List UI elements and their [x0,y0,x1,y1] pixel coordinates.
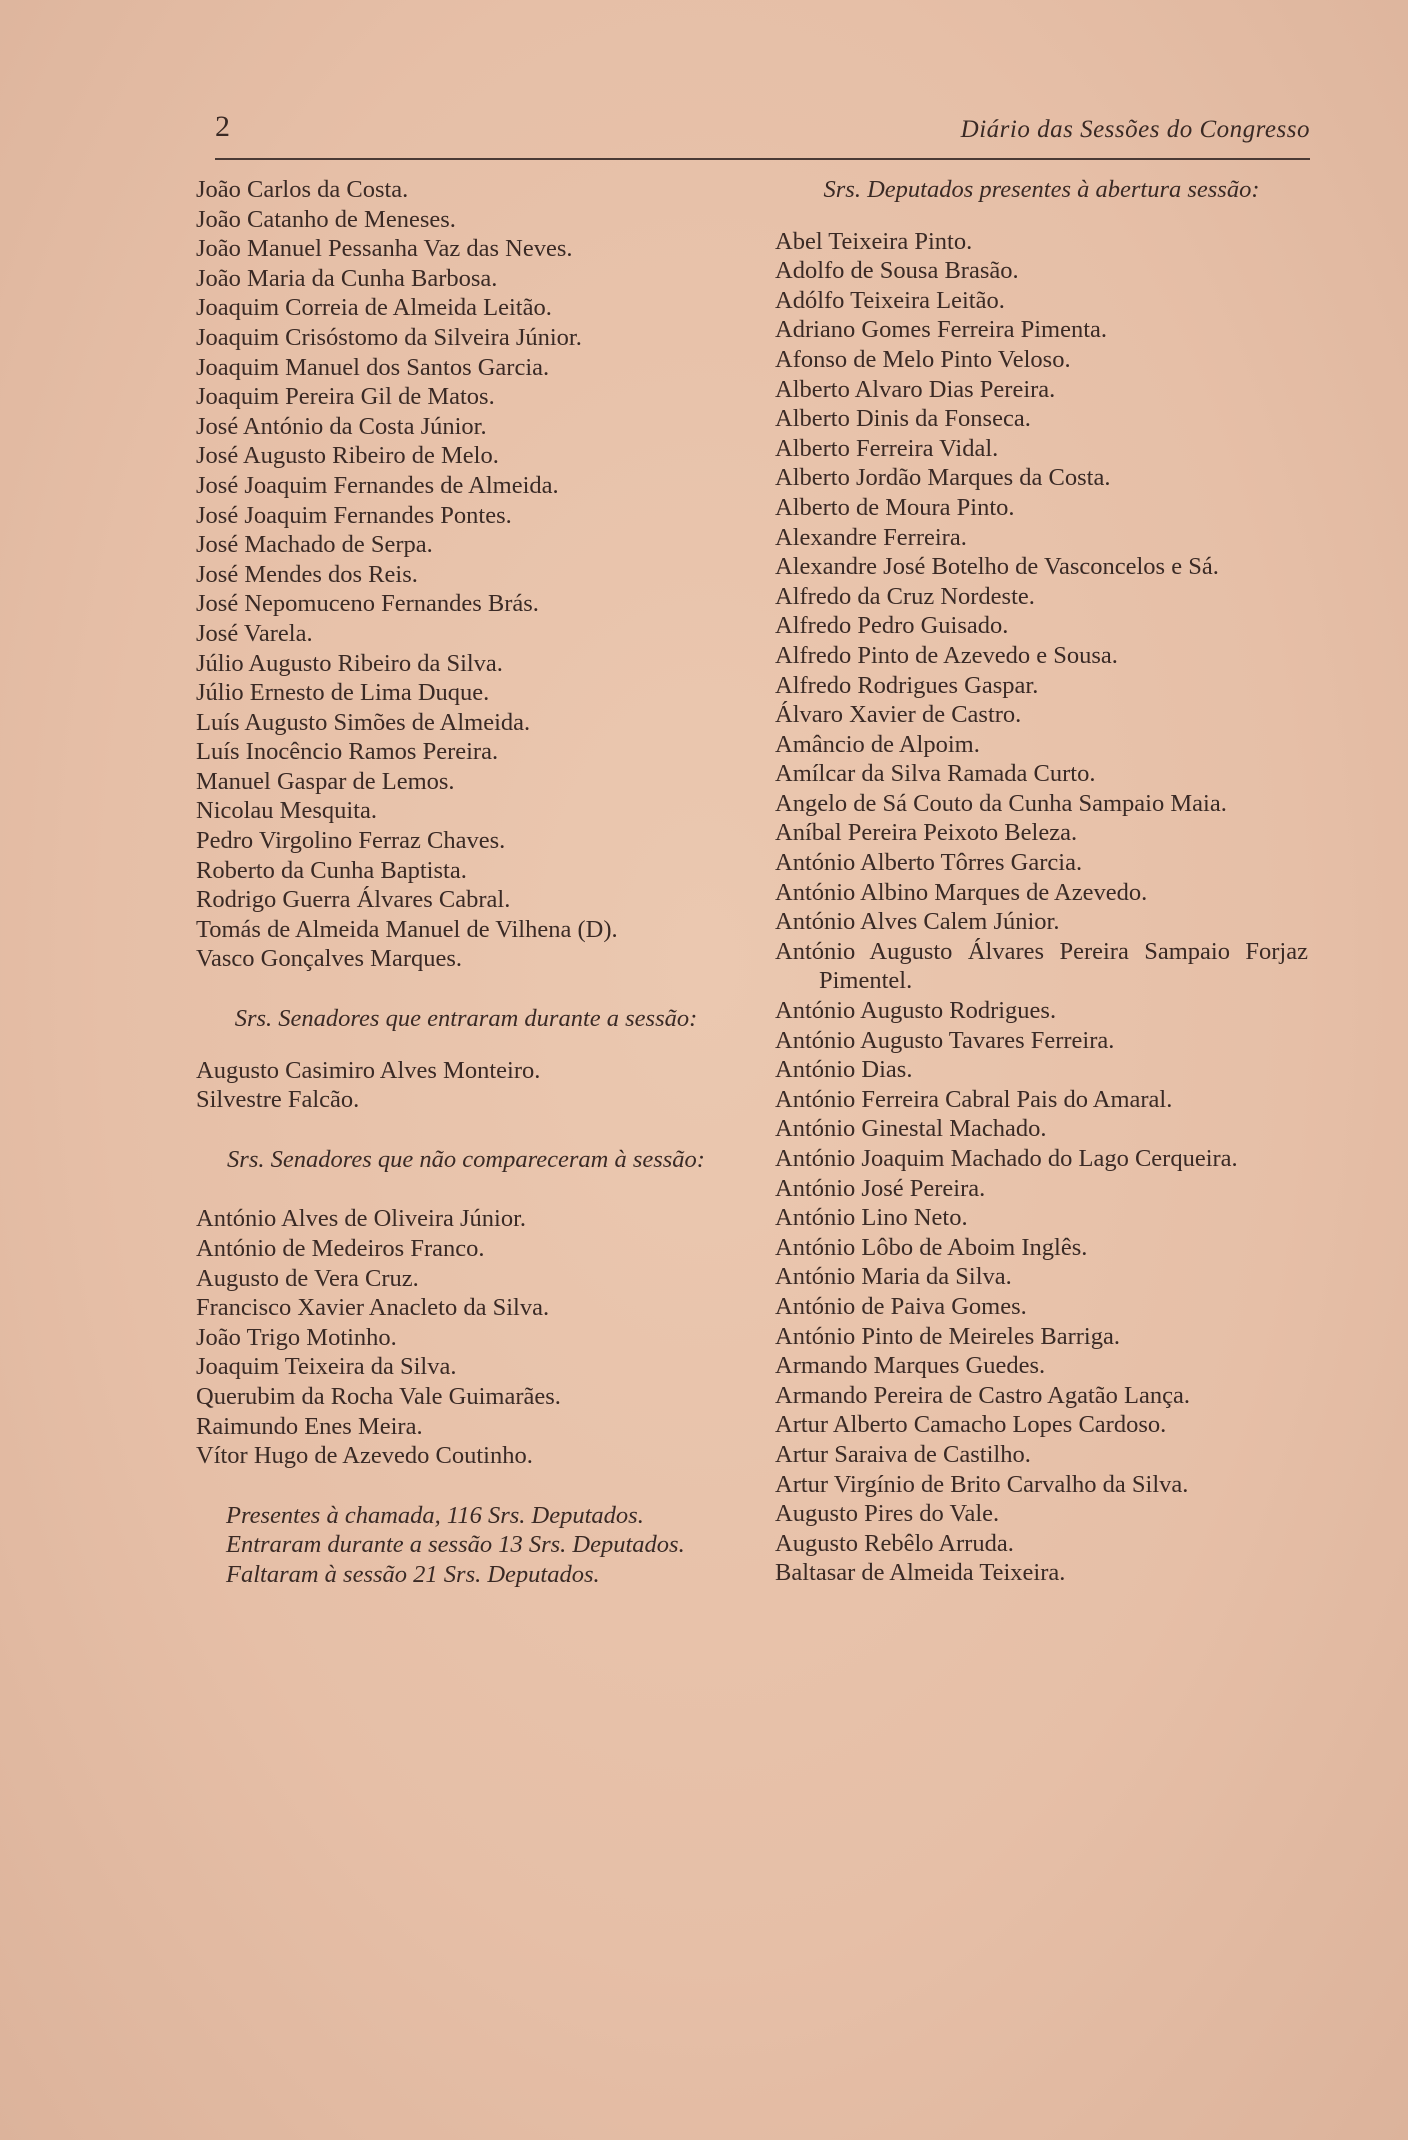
deputy-name: Adriano Gomes Ferreira Pimenta. [775,316,1108,344]
deputy-name: Adólfo Teixeira Leitão. [775,286,1005,314]
page-header [215,108,1310,160]
deputy-name: António Lino Neto. [775,1204,968,1232]
member-name: Pedro Virgolino Ferraz Chaves. [196,827,506,855]
deputy-name: Artur Virgínio de Brito Carvalho da Silva. [775,1470,1189,1498]
member-name: José Varela. [196,619,313,647]
member-name: Joaquim Correia de Almeida Leitão. [196,294,552,322]
deputy-name: Baltasar de Almeida Teixeira. [775,1559,1066,1587]
deputy-name: António Albino Marques de Azevedo. [775,878,1148,906]
deputy-name: Álvaro Xavier de Castro. [775,701,1022,729]
senators-entered-heading: Srs. Senadores que entraram durante a sessão: [234,1005,698,1033]
deputy-name: Alfredo Rodrigues Gaspar. [775,671,1039,699]
member-name: Nicolau Mesquita. [196,797,377,825]
left-column [196,175,736,1590]
deputy-name: Artur Alberto Camacho Lopes Cardoso. [775,1411,1167,1439]
member-name: Júlio Augusto Ribeiro da Silva. [196,649,503,677]
member-name: Luís Inocêncio Ramos Pereira. [196,738,499,766]
member-name: José António da Costa Júnior. [196,412,487,440]
deputy-name: António Augusto Tavares Ferreira. [775,1026,1115,1054]
deputy-name: Angelo de Sá Couto da Cunha Sampaio Maia. [775,789,1227,817]
deputy-name: Augusto Pires do Vale. [775,1500,1000,1528]
deputy-name: Afonso de Melo Pinto Veloso. [775,345,1071,373]
senator-name: Augusto Casimiro Alves Monteiro. [196,1056,541,1084]
senator-name: João Trigo Motinho. [196,1323,397,1351]
deputy-name: Amílcar da Silva Ramada Curto. [775,760,1096,788]
senators-entered-list [196,1056,736,1115]
deputy-name: Adolfo de Sousa Brasão. [775,257,1019,285]
deputy-name: Alberto Ferreira Vidal. [775,434,999,462]
member-name: Joaquim Crisóstomo da Silveira Júnior. [196,323,582,351]
member-name: Joaquim Manuel dos Santos Garcia. [196,353,550,381]
member-name: José Mendes dos Reis. [196,560,418,588]
member-name: Joaquim Pereira Gil de Matos. [196,383,495,411]
senators-absent-list [196,1204,736,1470]
deputy-name: Alexandre Ferreira. [775,523,967,551]
deputy-name: Alfredo Pedro Guisado. [775,612,1009,640]
member-name: João Manuel Pessanha Vaz das Neves. [196,235,573,263]
senator-name: Augusto de Vera Cruz. [196,1264,419,1292]
member-name: Luís Augusto Simões de Almeida. [196,708,531,736]
deputy-name: Alberto de Moura Pinto. [775,493,1015,521]
deputy-name: Alexandre José Botelho de Vasconcelos e Sá. [775,553,1219,581]
deputy-name: António Lôbo de Aboim Inglês. [775,1233,1088,1261]
deputy-name: António José Pereira. [775,1174,986,1202]
senator-name: Francisco Xavier Anacleto da Silva. [196,1294,550,1322]
journal-title: Diário das Sessões do Congresso [960,116,1310,143]
deputy-name: Alberto Alvaro Dias Pereira. [775,375,1056,403]
right-column [775,175,1308,1588]
senator-name: Raimundo Enes Meira. [196,1412,423,1440]
member-name: José Machado de Serpa. [196,531,433,559]
member-name: Roberto da Cunha Baptista. [196,856,467,884]
deputy-name: António Alves Calem Júnior. [775,908,1060,936]
deputy-name: António Maria da Silva. [775,1263,1012,1291]
deputy-name: António Dias. [775,1056,913,1084]
deputy-name: António Joaquim Machado do Lago Cerqueira. [775,1145,1238,1172]
deputy-name: António Ferreira Cabral Pais do Amaral. [775,1085,1173,1113]
member-name: José Joaquim Fernandes Pontes. [196,501,512,529]
deputy-name: Alfredo da Cruz Nordeste. [775,582,1035,610]
deputies-heading: Srs. Deputados presentes à abertura sessão: [823,176,1260,203]
deputy-name: Armando Marques Guedes. [775,1352,1046,1380]
senator-name: Joaquim Teixeira da Silva. [196,1353,457,1381]
member-name: José Joaquim Fernandes de Almeida. [196,471,559,499]
deputy-name: Alberto Jordão Marques da Costa. [775,464,1111,492]
senator-name: António de Medeiros Franco. [196,1235,485,1262]
summary-line: Presentes à chamada, 116 Srs. Deputados. [226,1501,644,1529]
deputy-name: António Alberto Tôrres Garcia. [775,849,1083,877]
deputies-list [775,227,1308,1588]
deputy-name: Amâncio de Alpoim. [775,730,980,758]
deputy-name: Augusto Rebêlo Arruda. [775,1529,1014,1557]
senators-absent-heading: Srs. Senadores que não compareceram à sessão: [227,1145,705,1173]
attendance-summary [196,1501,736,1590]
member-name: João Catanho de Meneses. [196,205,456,233]
senator-name: António Alves de Oliveira Júnior. [196,1205,527,1233]
senator-name: Vítor Hugo de Azevedo Coutinho. [196,1442,533,1470]
deputy-name: Aníbal Pereira Peixoto Beleza. [775,819,1078,847]
member-name: Vasco Gonçalves Marques. [196,945,463,973]
summary-line: Faltaram à sessão 21 Srs. Deputados. [226,1560,600,1588]
member-name: Rodrigo Guerra Álvares Cabral. [196,886,511,914]
summary-line: Entraram durante a sessão 13 Srs. Deputados. [226,1531,685,1559]
deputy-name: António Augusto Álvares Pereira Sampaio Forjaz Pimentel. [775,937,1308,995]
deputy-name: Abel Teixeira Pinto. [775,227,973,255]
deputy-name: Artur Saraiva de Castilho. [775,1440,1031,1468]
senator-name: Querubim da Rocha Vale Guimarães. [196,1382,561,1410]
deputy-name: António Ginestal Machado. [775,1115,1047,1143]
members-list [196,175,736,974]
member-name: José Nepomuceno Fernandes Brás. [196,590,539,618]
member-name: Tomás de Almeida Manuel de Vilhena (D). [196,915,618,943]
deputy-name: António Pinto de Meireles Barriga. [775,1322,1120,1350]
page-number: 2 [215,110,230,143]
deputy-name: Armando Pereira de Castro Agatão Lança. [775,1381,1190,1409]
deputy-name: Alberto Dinis da Fonseca. [775,405,1031,433]
deputy-name: Alfredo Pinto de Azevedo e Sousa. [775,641,1118,669]
deputy-name: António de Paiva Gomes. [775,1292,1027,1320]
senator-name: Silvestre Falcão. [196,1086,360,1114]
member-name: José Augusto Ribeiro de Melo. [196,442,499,470]
member-name: Júlio Ernesto de Lima Duque. [196,679,490,707]
member-name: João Carlos da Costa. [196,176,409,203]
deputy-name: António Augusto Rodrigues. [775,997,1057,1025]
member-name: João Maria da Cunha Barbosa. [196,264,498,292]
member-name: Manuel Gaspar de Lemos. [196,767,455,795]
